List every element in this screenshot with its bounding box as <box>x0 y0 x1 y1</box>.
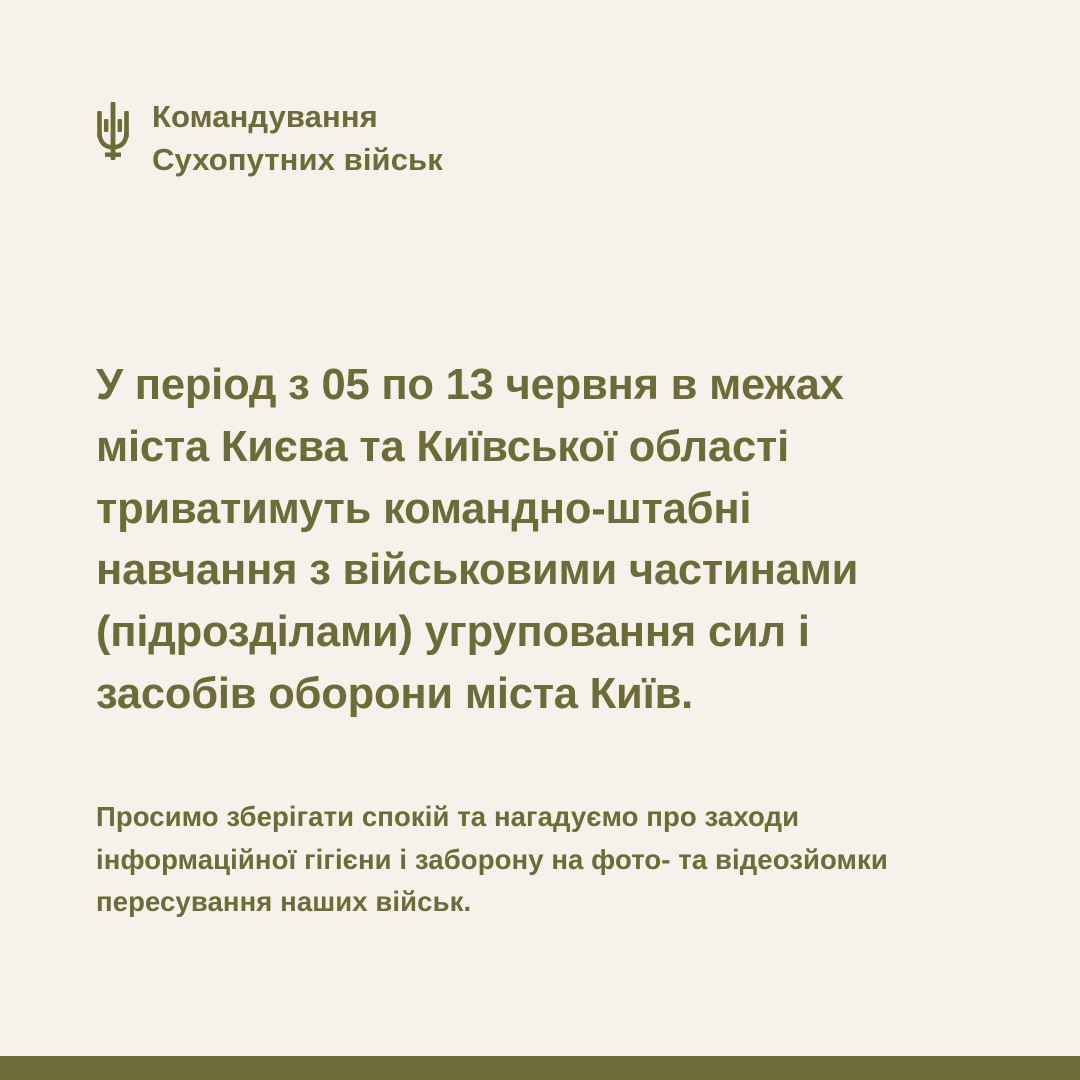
footer-accent-bar <box>0 1056 1080 1080</box>
brand-header <box>0 0 1080 182</box>
brand-title <box>152 96 443 182</box>
message-body <box>0 312 1080 1080</box>
brand-title-line-2: Сухопутних військ <box>152 141 443 177</box>
trident-emblem-icon <box>96 102 130 160</box>
subtext-note: Просимо зберігати спокій та нагадуємо про заходи інформаційної гігієни і заборону на фото- та відеозйомки пересування наших військ. <box>96 800 888 918</box>
brand-title-line-1: Командування <box>152 99 378 134</box>
headline-text: У період з 05 по 13 червня в межах міста Києва та Київської області триватимуть командно-штабні навчання з військовими частинами (підрозділами) угруповання сил і засобів оборони міста Київ. <box>96 361 859 718</box>
